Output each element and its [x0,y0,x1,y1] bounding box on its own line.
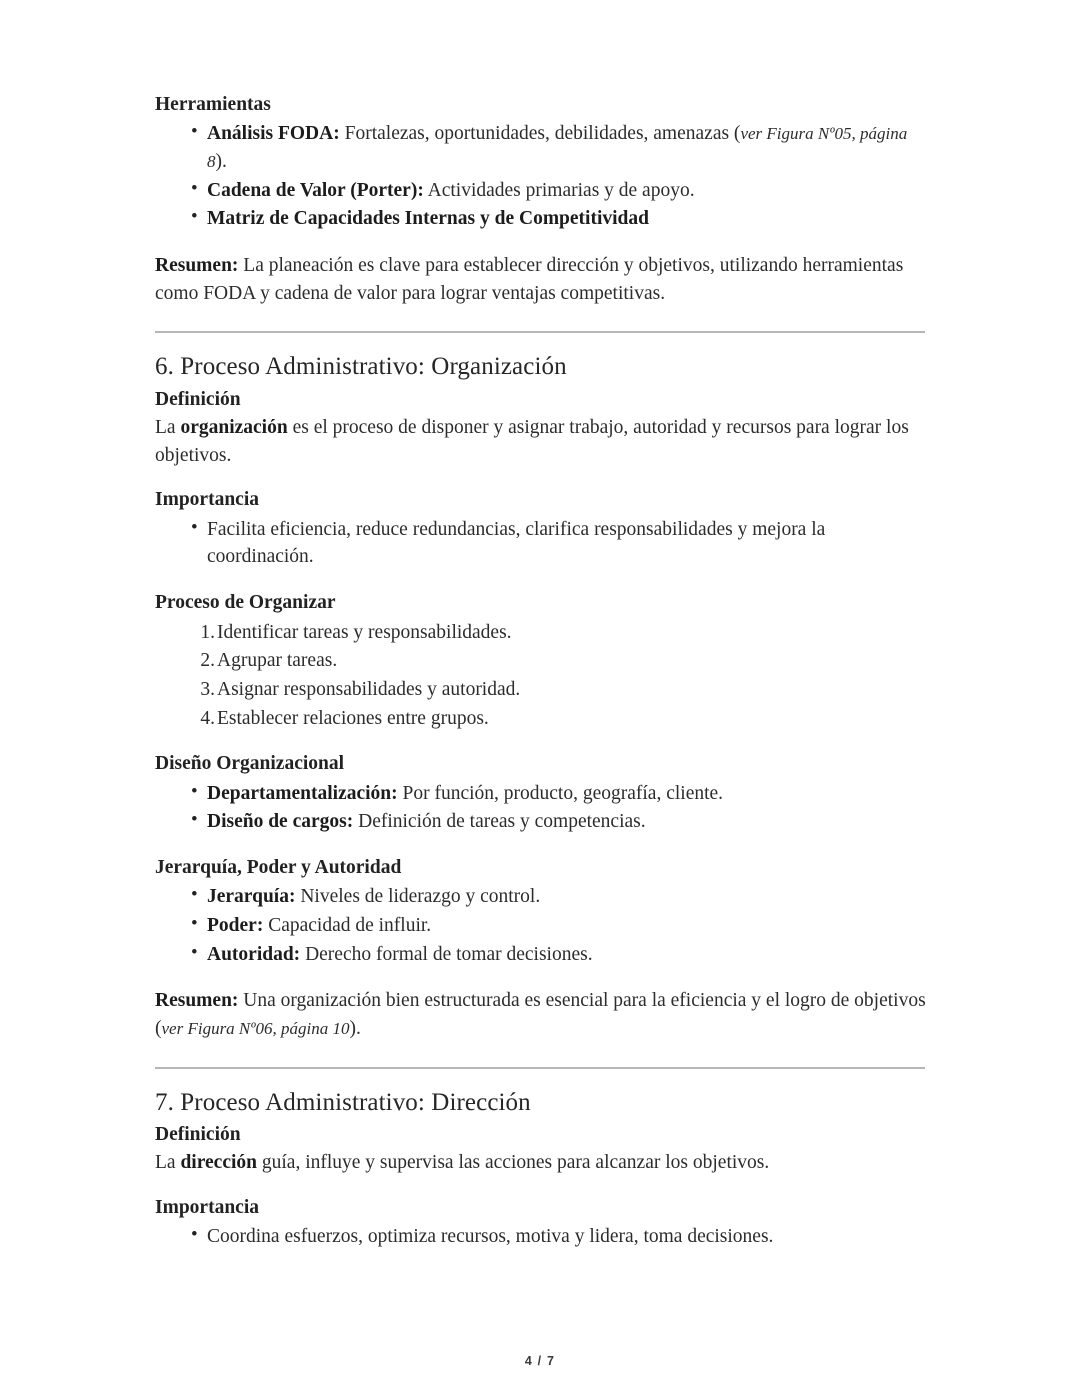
resumen-label: Resumen: [155,990,239,1012]
heading-importancia-7: Importancia [155,1197,259,1219]
page-footer [0,1354,1080,1368]
list-item-text: Niveles de liderazgo y control. [295,886,541,908]
page-number: 4 / 7 [524,1354,556,1368]
heading-diseno-organizacional: Diseño Organizacional [155,753,345,775]
list-item: Asignar responsabilidades y autoridad. [217,678,521,700]
diseno-organizacional-list [155,780,927,836]
list-item: • Facilita eficiencia, reduce redundancias, clarifica responsabilidades y mejora la coordinación. [155,516,927,571]
list-item [155,177,927,205]
list-item-text: Definición de tareas y competencias. [353,811,646,833]
list-item: Agrupar tareas. [217,650,338,672]
definicion-lead: La [155,1152,181,1174]
importancia-list-6 [155,516,927,571]
list-item-text: Capacidad de influir. [263,915,432,936]
resumen-text: La planeación es clave para establecer dirección y objetivos, utilizando herramientas como FODA y cadena de valor para lograr ventajas competitivas. [155,255,904,304]
resumen-reference: ver Figura Nº06, página 10 [161,1019,350,1039]
heading-herramientas: Herramientas [155,94,271,115]
resumen-seccion-6 [155,987,927,1042]
list-item [155,205,927,233]
definicion-keyword: organización [180,417,288,439]
definicion-keyword: dirección [180,1152,257,1174]
heading-definicion-7: Definición [155,1124,241,1145]
list-item-term: Cadena de Valor (Porter): [207,179,424,201]
resumen-herramientas [155,252,927,307]
section-title-6: 6. Proceso Administrativo: Organización [155,353,567,381]
proceso-organizar-steps [155,619,927,733]
list-item-term: Autoridad: [207,943,301,965]
list-item-text: Actividades primarias y de apoyo. [423,179,695,201]
definicion-rest: es el proceso de disponer y asignar trabajo, autoridad y recursos para lograr los objetivos. [155,417,909,466]
list-item [155,120,927,175]
list-item [155,941,927,969]
list-item: Establecer relaciones entre grupos. [217,707,489,729]
list-item-text: Derecho formal de tomar decisiones. [300,943,593,965]
list-item-tail: ). [215,151,227,173]
list-item-term: Poder: [207,915,264,936]
page-content [155,92,927,1252]
heading-proceso-organizar: Proceso de Organizar [155,592,336,614]
importancia-list-7 [155,1223,927,1251]
list-item: • Coordina esfuerzos, optimiza recursos, motiva y lidera, toma decisiones. [155,1223,927,1251]
definicion-text-6 [155,414,927,469]
heading-definicion-6: Definición [155,388,241,410]
list-item [155,780,927,808]
definicion-rest: guía, influye y supervisa las acciones para alcanzar los objetivos. [257,1152,770,1174]
list-item [155,808,927,836]
definicion-text-7 [155,1149,927,1177]
list-item-term: Matriz de Capacidades Internas y de Competitividad [207,208,649,230]
list-item-term: Diseño de cargos: [207,811,354,833]
list-item-term: Jerarquía: [207,886,296,908]
list-item-reference: ver Figura Nº05, página 8 [207,124,908,172]
jerarquia-list [155,883,927,968]
list-item-term: Departamentalización: [207,782,398,804]
section-title-7: 7. Proceso Administrativo: Dirección [155,1088,531,1116]
resumen-text: Una organización bien estructurada es esencial para la eficiencia y el logro de objetivos ( [155,990,926,1040]
list-item-term: Análisis FODA: [207,123,340,145]
list-item [155,883,927,911]
list-item-text: Por función, producto, geografía, cliente. [397,782,724,804]
list-item-text: Fortalezas, oportunidades, debilidades, amenazas ( [339,123,741,145]
heading-jerarquia-poder-autoridad: Jerarquía, Poder y Autoridad [155,856,402,878]
list-item [155,912,927,940]
herramientas-list [155,120,927,233]
resumen-tail: ). [349,1018,361,1040]
list-item: Identificar tareas y responsabilidades. [217,621,512,643]
heading-importancia-6: Importancia [155,489,259,511]
definicion-lead: La [155,417,181,439]
resumen-label: Resumen: [155,255,239,277]
